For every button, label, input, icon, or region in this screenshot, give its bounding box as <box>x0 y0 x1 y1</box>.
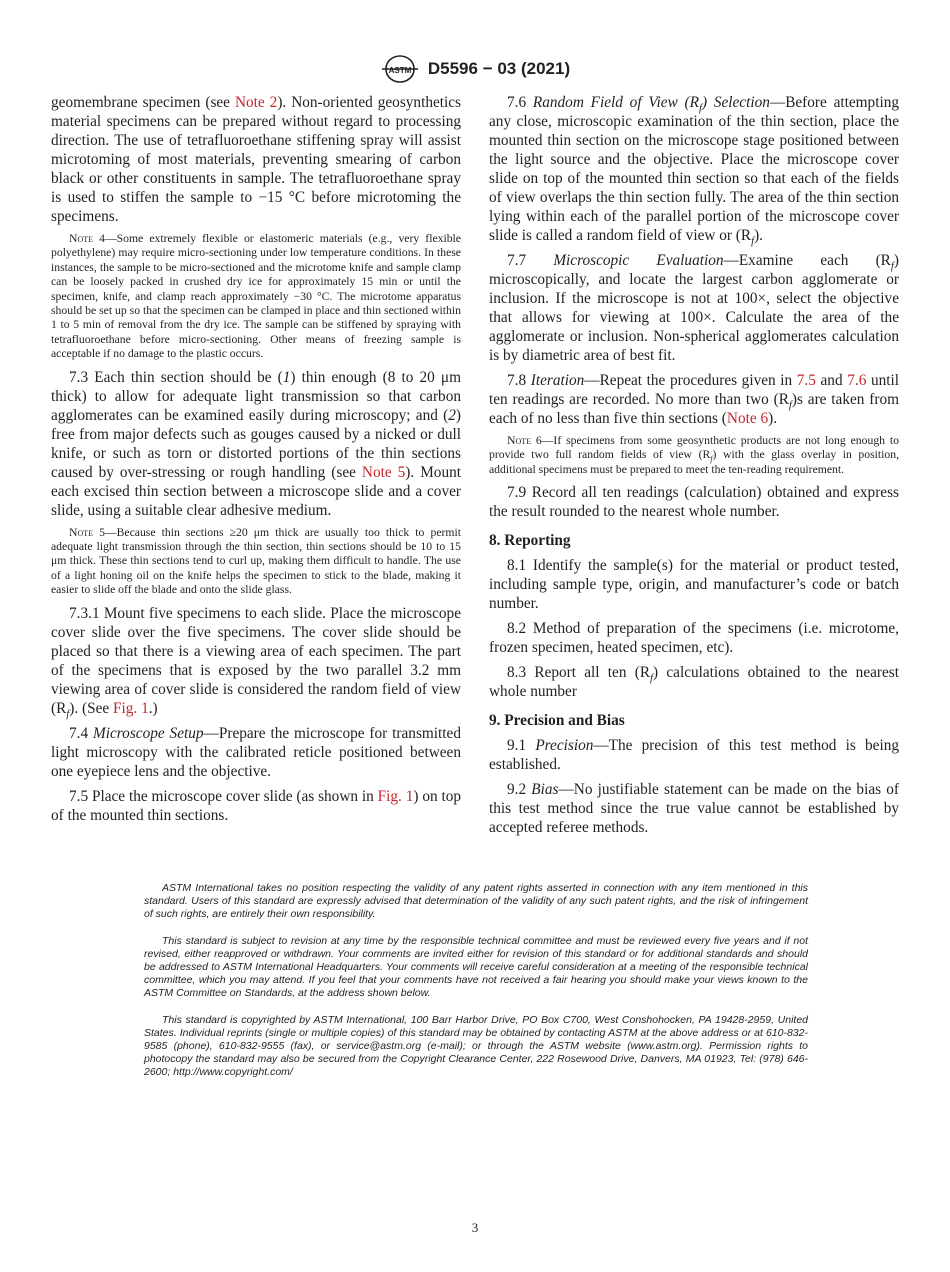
page-number: 3 <box>471 1220 479 1235</box>
link-note-2[interactable]: Note 2 <box>234 94 278 111</box>
document-designation: D5596 − 03 (2021) <box>427 59 571 78</box>
section-9-2: 9.2 Bias—No justifiable statement can be made on the bias of this test method since the true value cannot be established by accepted referee methods. <box>489 781 899 837</box>
heading-precision-bias: 9. Precision and Bias <box>489 712 625 730</box>
heading-reporting: 8. Reporting <box>489 532 571 550</box>
link-fig-1[interactable]: Fig. 1 <box>113 699 149 717</box>
section-7-3-1: 7.3.1 Mount five specimens to each slide. Place the microscope cover slide over the five specimens. The cover slide should be placed so that there is a viewing area of each specimen. The part of the specimens that is exposed by the two parallel 3.2 mm viewing area of cover slide is considered the random field of view $(R_f)$. (See Fig. 1.) <box>51 604 461 720</box>
link-note-5[interactable]: Note 5 <box>361 463 406 481</box>
section-8-2: 8.2 Method of preparation of the specimens (i.e. microtome, frozen specimen, heated specimen, etc). <box>489 620 899 657</box>
left-column <box>51 93 461 831</box>
paragraph-intro: geomembrane specimen (see Note 2). Non-oriented geosynthetics material specimens can be prepared without regard to processing direction. The use of tetrafluoroethane stiffening spray will assist microtoming of most materials, preventing smearing of carbon black or other constituents in sample. The tetrafluoroethane spray is used to stiffen the sample to −15 °C before microtoming the specimens. <box>51 94 461 225</box>
legal-footer <box>144 882 808 1093</box>
section-9-1: 9.1 Precision—The precision of this test method is being established. <box>489 737 899 774</box>
link-7-6[interactable]: 7.6 <box>847 372 867 389</box>
footer-revision-notice: This standard is subject to revision at any time by the responsible technical committee and must be reviewed every five years and if not revised, either reapproved or withdrawn. Your comments are invited either for revision of this standard or for additional standards and should be addressed to ASTM International Headquarters. Your comments will receive careful consideration at a meeting of the responsible technical committee, which you may attend. If you feel that your comments have not received a fair hearing you should make your views known to the ASTM Committee on Standards, at the address shown below. <box>144 935 808 999</box>
section-7-8: 7.8 Iteration—Repeat the procedures given in 7.5 and 7.6 until ten readings are recorded. No more than two $(R_f)s$ are taken from each of no less than five thin sections (Note 6). <box>489 372 899 427</box>
section-7-9: 7.9 Record all ten readings (calculation) obtained and express the result rounded to the nearest whole number. <box>489 484 899 521</box>
svg-text:ASTM: ASTM <box>388 66 412 75</box>
note-4: Note 4—Some extremely flexible or elastomeric materials (e.g., very flexible polyethylene) may require micro-sectioning under low temperature conditions. In these instances, the sample to be micro-sectioned and the microtome knife and sample clamp can be loosely packed in crushed dry ice for approximately 15 min or until the specimen, knife, and clamp reach approximately −30 °C. The microtome apparatus should be set up so that the specimen can be clamped in place and thin sectioned within 1 to 5 min of removal from the dry ice. The sample can be stiffened by spraying with tetrafluoroethane before micro-sectioning. Other means of freezing sample is acceptable if no damage to the plastic occurs. <box>51 232 461 361</box>
section-7-5: 7.5 Place the microscope cover slide (as shown in Fig. 1) on top of the mounted thin sections. <box>51 787 462 824</box>
section-7-3: 7.3 Each thin section should be (1) thin enough (8 to 20 μm thick) to allow for adequate light transmission so that carbon agglomerates can be examined easily during microscopy; and (2) free from major defects such as gouges caused by a nicked or dull knife, or such as torn or distorted portions of the thin sections caused by over-stressing or rough handling (see Note 5). Mount each excised thin section between a microscope slide and a cover slide, using a suitable clear adhesive medium. <box>51 368 461 519</box>
section-7-6: 7.6 Random Field of View $(R_f)$ Selection—Before attempting any close, microscopic examination of the thin section, place the mounted thin section on the microscope stage positioned between the light source and the objective. Place the microscope cover slide on top of the mounted thin section so that each of the fields of view overlaps the thin section fully. The area of the thin section lying within each of the parallel portion of the microscope cover slide is called a random field of view or $(R_f)$. <box>489 94 899 248</box>
section-7-4: 7.4 Microscope Setup—Prepare the microscope for transmitted light microscopy with the calibrated reticle positioned between one eyepiece lens and the objective. <box>51 724 461 780</box>
page-header <box>0 54 950 84</box>
link-note-6[interactable]: Note 6 <box>726 410 769 427</box>
section-7-7: 7.7 Microscopic Evaluation—Examine each $(R_f)$ microscopically, and locate the largest carbon agglomerate or inclusion. If the microscope is not at 100×, select the objective that allows for viewing at 100×. Calculate the area of the agglomerate or inclusion. Non-spherical agglomerates calculation is by diametric area of best fit. <box>489 252 899 364</box>
footer-patent-notice: ASTM International takes no position respecting the validity of any patent rights asserted in connection with any item mentioned in this standard. Users of this standard are expressly advised that determination of the validity of any such patent rights, and the risk of infringement of such rights, are entirely their own responsibility. <box>144 882 808 920</box>
section-8-3: 8.3 Report all ten $(R_f)$ calculations obtained to the nearest whole number <box>489 664 899 701</box>
right-column <box>489 93 899 843</box>
footer-copyright-notice: This standard is copyrighted by ASTM International, 100 Barr Harbor Drive, PO Box C700, West Conshohocken, PA 19428-2959, United States. Individual reprints (single or multiple copies) of this standard may be obtained by contacting ASTM at the above address or at 610-832-9585 (phone), 610-832-9555 (fax), or service@astm.org (e-mail); or through the ASTM website (www.astm.org). Permission rights to photocopy the standard may also be secured from the Copyright Clearance Center, 222 Rosewood Drive, Danvers, MA 01923, Tel: (978) 646-2600; http://www.copyright.com/ <box>144 1014 808 1078</box>
astm-logo-icon <box>380 54 420 84</box>
note-6: Note 6—If specimens from some geosynthetic products are not long enough to provide two full random fields of view $(R_f)$ with the glass overlay in position, additional specimens must be prepared to meet the ten-reading requirement. <box>489 434 900 476</box>
section-8-1: 8.1 Identify the sample(s) for the material or product tested, including sample type, origin, and manufacturer’s code or batch number. <box>489 557 899 613</box>
link-fig-1-b[interactable]: Fig. 1 <box>377 787 414 805</box>
link-7-5[interactable]: 7.5 <box>796 372 816 389</box>
note-5: Note 5—Because thin sections ≥20 μm thick are usually too thick to permit adequate light transmission through the thin section, thin sections should be 10 to 15 μm thick. These thin sections tend to curl up, making them difficult to handle. The use of a light honing oil on the knife helps the specimen to stick to the blade, making it easier to slide off the blade and onto the slide glass. <box>51 525 461 597</box>
